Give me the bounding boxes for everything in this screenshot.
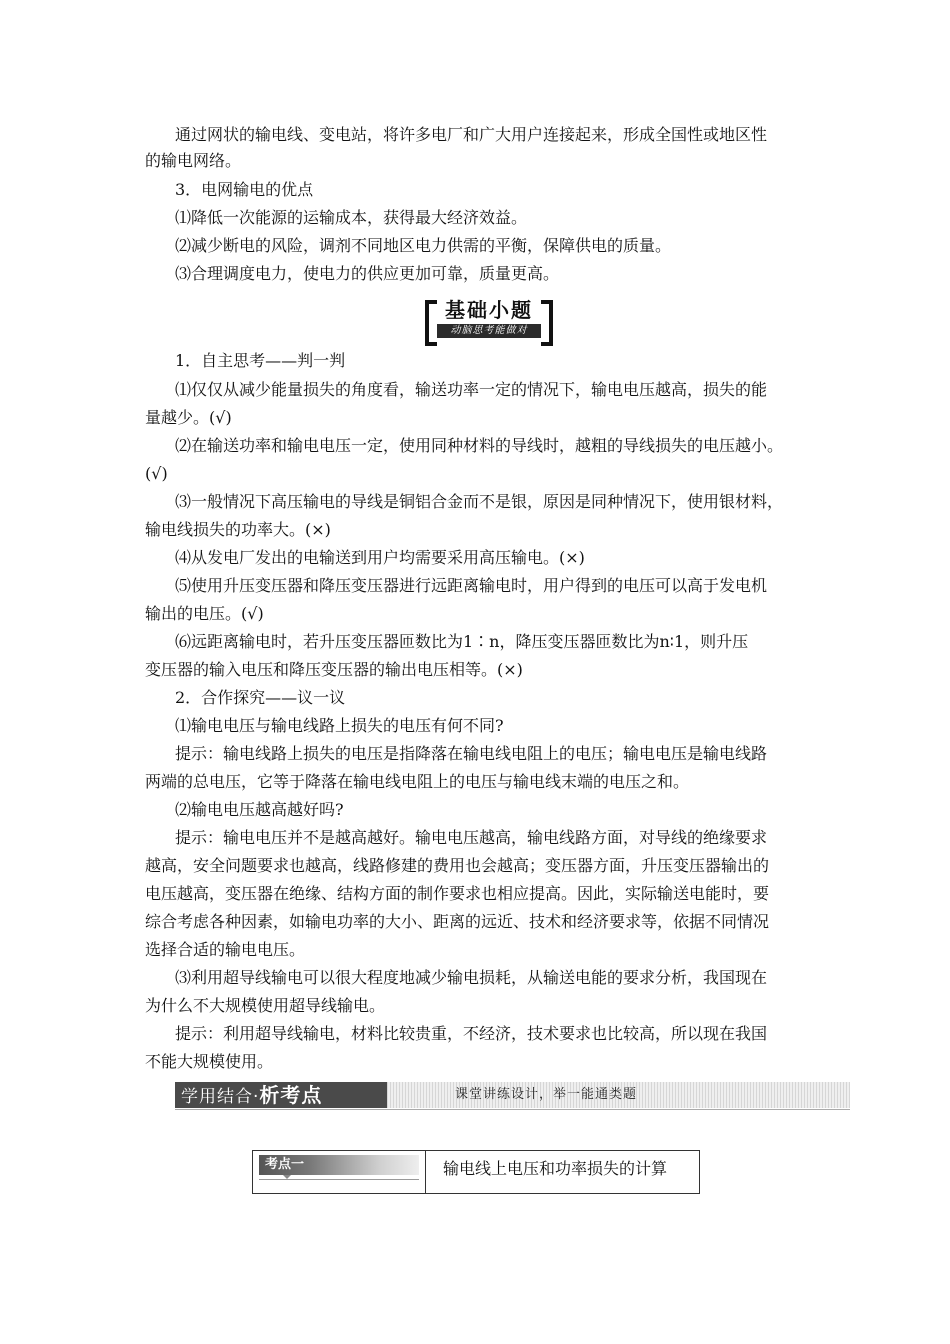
hint-line: 电压越高，变压器在绝缘、结构方面的制作要求也相应提高。因此，实际输送电能时，要: [145, 884, 770, 903]
question-line: ⑹远距离输电时，若升压变压器匝数比为1∶n，降压变压器匝数比为n∶1，则升压: [175, 632, 749, 651]
list-item: ⑵减少断电的风险，调剂不同地区电力供需的平衡，保障供电的质量。: [175, 236, 672, 255]
question-line: 输出的电压。(√): [145, 604, 264, 623]
question-line: ⑴输电电压与输电线路上损失的电压有何不同?: [175, 716, 504, 735]
question-line: ⑵在输送功率和输电电压一定，使用同种材料的导线时，越粗的导线损失的电压越小。: [175, 436, 784, 455]
hint-line: 提示：输电电压并不是越高越好。输电电压越高，输电线路方面，对导线的绝缘要求: [175, 828, 768, 847]
banner-title: [175, 1082, 387, 1108]
list-item: ⑴降低一次能源的运输成本，获得最大经济效益。: [175, 208, 528, 227]
section-heading: 1．自主思考——判一判: [175, 351, 346, 370]
badge-subtitle: 动脑思考能做对: [437, 324, 541, 338]
banner-title-part1: 学用结合·: [181, 1087, 260, 1107]
question-line: 量越少。(√): [145, 408, 232, 427]
question-line: 变压器的输入电压和降压变压器的输出电压相等。(×): [145, 660, 523, 679]
banner-title-part2: 析考点: [259, 1083, 323, 1107]
question-line: ⑴仅仅从减少能量损失的角度看，输送功率一定的情况下，输电电压越高，损失的能: [175, 380, 768, 399]
tag-underline: [259, 1179, 419, 1180]
section-heading: 2．合作探究——议一议: [175, 688, 346, 707]
paragraph-line: 的输电网络。: [145, 151, 242, 170]
hint-line: 两端的总电压，它等于降落在输电线电阻上的电压与输电线末端的电压之和。: [145, 772, 690, 791]
kaodian-title: 输电线上电压和功率损失的计算: [443, 1159, 668, 1178]
hint-line: 越高，安全问题要求也越高，线路修建的费用也会越高；变压器方面，升压变压器输出的: [145, 856, 770, 875]
question-line: (√): [145, 464, 168, 483]
kaodian-tag: 考点一: [259, 1155, 419, 1175]
hint-line: 提示：输电线路上损失的电压是指降落在输电线电阻上的电压；输电电压是输电线路: [175, 744, 768, 763]
question-line: 为什么不大规模使用超导线输电。: [145, 996, 386, 1015]
hint-line: 不能大规模使用。: [145, 1052, 274, 1071]
paragraph-line: 通过网状的输电线、变电站，将许多电厂和广大用户连接起来，形成全国性或地区性: [175, 125, 768, 144]
hint-line: 选择合适的输电电压。: [145, 940, 306, 959]
basic-questions-badge: [425, 298, 553, 342]
list-item: ⑶合理调度电力，使电力的供应更加可靠，质量更高。: [175, 264, 560, 283]
question-line: ⑶利用超导线输电可以很大程度地减少输电损耗，从输送电能的要求分析，我国现在: [175, 968, 768, 987]
question-line: ⑸使用升压变压器和降压变压器进行远距离输电时，用户得到的电压可以高于发电机: [175, 576, 768, 595]
badge-title: 基础小题: [445, 298, 533, 322]
question-line: ⑷从发电厂发出的电输送到用户均需要采用高压输电。(×): [175, 548, 585, 567]
banner-divider: [175, 1109, 850, 1110]
kaodian-box: [252, 1150, 700, 1194]
section-heading: 3．电网输电的优点: [175, 180, 314, 199]
bracket-right-icon: [541, 300, 553, 346]
hint-line: 综合考虑各种因素，如输电功率的大小、距离的远近、技术和经济要求等，依据不同情况: [145, 912, 770, 931]
question-line: 输电线损失的功率大。(×): [145, 520, 331, 539]
hint-line: 提示：利用超导线输电，材料比较贵重，不经济，技术要求也比较高，所以现在我国: [175, 1024, 768, 1043]
section-banner: [175, 1082, 850, 1110]
question-line: ⑶一般情况下高压输电的导线是铜铝合金而不是银，原因是同种情况下，使用银材料，: [175, 492, 784, 511]
question-line: ⑵输电电压越高越好吗?: [175, 800, 344, 819]
kaodian-label-cell: [253, 1151, 426, 1193]
banner-description: 课堂讲练设计，举一能通类题: [455, 1087, 638, 1102]
